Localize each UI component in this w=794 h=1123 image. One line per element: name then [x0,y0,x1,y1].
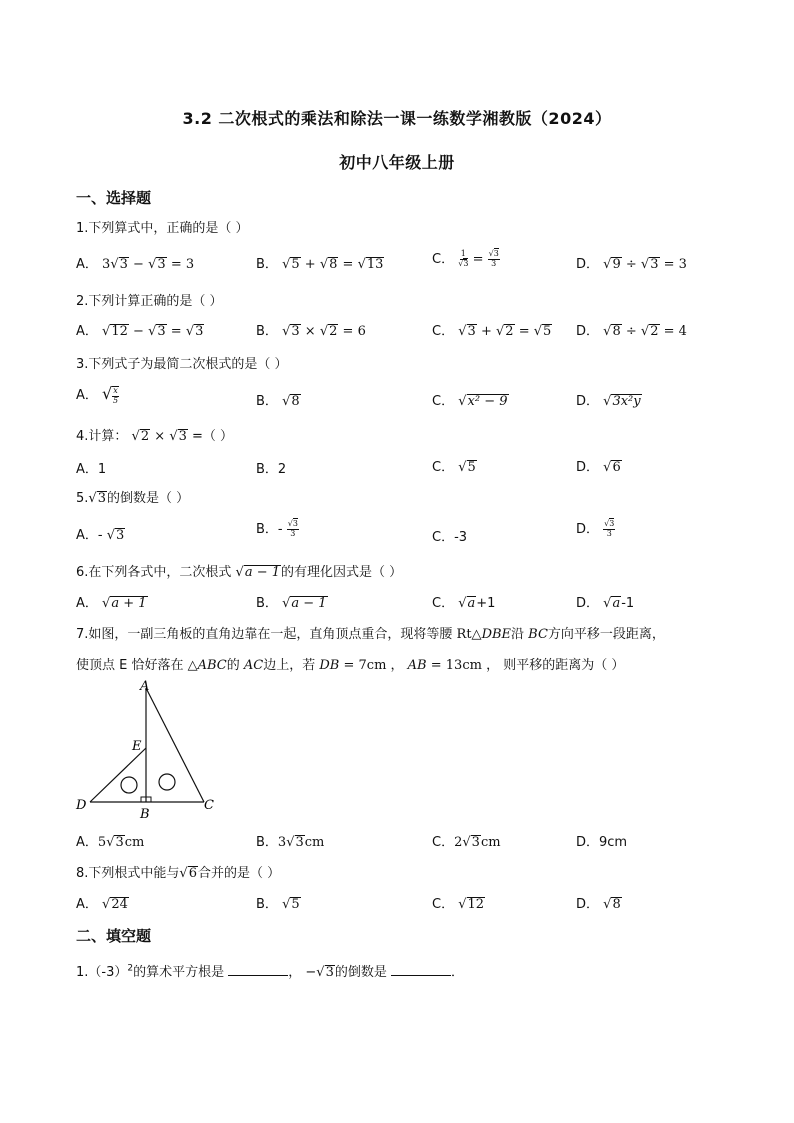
option-suffix: +1 [476,596,496,611]
q6-option-b [256,592,328,612]
option-label: A． [76,257,98,272]
numerator: √3 [287,519,298,529]
stem-text: 的倒数是（ ） [106,491,190,506]
denominator: 3 [290,529,296,538]
fraction [112,386,119,406]
radicand: 3 [119,257,128,272]
radicand: 12 [111,324,128,339]
radical: √5 [282,897,300,912]
option-label: C． [432,460,455,475]
math-operator: = [518,324,530,339]
vertex-label-e: E [132,739,142,754]
radical: √8 [603,324,621,339]
radical: √3 [148,257,166,272]
radicand: a + 1 [111,596,147,611]
radical: √6 [179,866,197,881]
radical: √8 [282,394,300,409]
q6-option-a [76,592,148,612]
question-8-stem [76,862,280,882]
sign: - [277,522,287,537]
option-label: A． [76,596,98,611]
fraction [287,520,299,539]
stem-text: 沿 [511,627,529,642]
radicand: 5 [291,257,300,272]
radicand: 3 [325,965,334,980]
q4-option-a [76,458,106,477]
radicand: 2 [140,429,150,444]
q4-option-b [256,458,286,477]
radicand: 3 [97,491,106,506]
stem-text: 的 [226,658,244,673]
vertex-label-b: B [140,807,150,822]
radicand: 2 [650,324,659,339]
math-operator: − [133,324,144,339]
vertex-label-d: D [76,798,87,813]
radicand: a [612,596,621,611]
option-label: B． [256,257,278,272]
option-label: D． [576,394,600,409]
radical: √13 [357,257,384,272]
math-operator: ÷ [625,257,637,272]
radical: √a − 1 [282,596,327,611]
radical: √2 [495,324,514,339]
denominator: 3 [491,259,497,268]
stem-text: 1.（-3） [76,965,128,980]
question-1-stem: 1.下列算式中，正确的是（ ） [76,221,249,236]
answer-blank-2[interactable] [391,975,451,976]
stem-text: 方向平移一段距离， [547,627,665,642]
radical: √9 [603,257,621,272]
option-label: B． [256,522,278,537]
option-value: 2 [277,462,287,477]
radicand: a − 1 [244,565,281,580]
radicand: a [467,596,476,611]
radical: √8 [319,257,338,272]
radicand: 3 [157,257,166,272]
option-value: -3 [454,530,468,545]
math-text: Rt△ [456,627,482,642]
radicand: 8 [612,897,621,912]
q3-option-c [432,390,509,410]
option-value: 9cm [599,835,628,850]
option-label: D． [576,897,600,912]
denominator: √3 [458,259,469,268]
option-label: B． [256,596,278,611]
radical: √3 [458,324,476,339]
radical: √3 [640,257,659,272]
radicand: 3 [463,259,469,268]
stem-text: 的有理化因式是（ ） [281,565,403,580]
q8-option-b [256,893,301,913]
radical: √ $\frac{x}{5}$ [102,384,119,405]
stem-text: 的倒数是 [334,965,387,980]
option-label: B． [256,897,278,912]
q2-option-c [432,320,552,340]
option-value: 1 [97,462,107,477]
denominator: 5 [112,395,119,405]
radical: √x² − 9 [458,394,508,409]
option-label: D． [576,257,600,272]
radicand: 8 [612,324,621,339]
q1-option-c [432,248,500,269]
exponent: 2 [127,963,134,974]
option-suffix: -1 [621,596,635,611]
stem-text: 边上，若 [263,658,320,673]
hole-right [159,774,175,790]
radical: √a [603,596,621,611]
radicand: 6 [612,460,621,475]
q1-option-a [76,253,194,273]
math-operator: = [472,252,484,267]
radical: √3 [88,491,106,506]
option-label: A． [76,528,98,543]
radical: √5 [458,460,476,475]
option-label: A． [76,462,98,477]
numerator: x [113,385,118,395]
q2-option-a [76,320,204,340]
q6-option-d [576,592,634,612]
numerator: √3 [604,519,615,529]
option-label: C． [432,394,455,409]
math-operator: ÷ [625,324,637,339]
radical: √3 [106,835,124,850]
stem-text: ， − [288,965,317,980]
radicand: 5 [291,897,300,912]
math-text: DB [319,658,340,673]
option-label: C． [432,324,455,339]
radicand: 3 [178,429,187,444]
document-subtitle: 初中八年级上册 [339,153,455,172]
radical: √2 [131,429,150,444]
math-coef: 2 [454,835,463,850]
math-text: AC [243,658,264,673]
q7-triangle-figure [72,676,232,824]
math-coef: 3 [277,835,287,850]
radicand: 3 [291,324,300,339]
q5-option-d [576,518,615,539]
unit: cm [124,835,145,850]
option-label: A． [76,388,98,403]
stem-text: 8.下列根式中能与 [76,866,180,881]
radicand: 3 [467,324,476,339]
radicand: 3 [471,835,480,850]
radical: √3 [316,965,334,980]
math-operator: + [304,257,316,272]
radical: √3 [106,528,125,543]
stem-text: 6.在下列各式中，二次根式 [76,565,232,580]
math-text: BC [528,627,548,642]
radicand: x² − 9 [467,394,508,409]
question-3-stem: 3.下列式子为最简二次根式的是（ ） [76,357,288,372]
radicand: 3 [609,519,615,529]
math-text: DBE [481,627,512,642]
q2-option-b [256,320,366,340]
document-title: 3.2 二次根式的乘法和除法一课一练数学湘教版（2024） [182,109,612,128]
question-2-stem: 2.下列计算正确的是（ ） [76,294,223,309]
radical: √2 [319,324,338,339]
radical: √24 [102,897,128,912]
q2-option-d [576,320,687,340]
option-label: A． [76,897,98,912]
stem-text: 7.如图，一副三角板的直角边靠在一起，直角顶点重合，现将等腰 [76,627,457,642]
math-operator: = [342,257,354,272]
radicand: 6 [188,866,197,881]
radicand: 2 [329,324,338,339]
stem-text: 5. [76,491,89,506]
q3-option-a [76,384,119,405]
stem-text: = 13cm ， 则平移的距离为（ ） [426,658,625,673]
math-operator: − [133,257,144,272]
radical: √a [458,596,476,611]
stem-text: 合并的是（ ） [197,866,281,881]
radical: √3x²y [603,394,641,409]
q8-option-d [576,893,622,913]
radical: √a − 1 [235,565,281,580]
section-fill-heading: 二、填空题 [76,927,152,945]
unit: cm [480,835,501,850]
radical: √3 [148,324,166,339]
math-coef: 3 [102,257,111,272]
radical: √3 [110,257,128,272]
q6-option-c [432,592,495,612]
option-label: B． [256,394,278,409]
math-operator: × [304,324,316,339]
math-coef: 5 [97,835,107,850]
radicand: 12 [467,897,485,912]
radical: √2 [640,324,659,339]
math-result: = 3 [170,257,195,272]
math-result: = 6 [342,324,366,339]
option-label: D． [576,460,600,475]
radicand: 3 [116,528,125,543]
option-label: D． [576,324,600,339]
option-label: D． [576,596,600,611]
unit: cm [304,835,325,850]
q4-option-d [576,456,622,476]
radicand: 8 [291,394,300,409]
radicand: 9 [612,257,621,272]
question-7-line-1 [76,623,665,642]
radical: √3 [282,324,300,339]
radicand: 8 [329,257,338,272]
answer-blank-1[interactable] [228,975,288,976]
radical: √3 [286,835,304,850]
q7-option-c [432,831,501,851]
numerator: 1 [460,249,466,259]
radicand: 3 [115,835,124,850]
radical: √3 [462,835,480,850]
fraction [458,250,468,269]
q5-option-c [432,526,467,545]
hole-left [121,777,137,793]
q1-option-b [256,253,384,273]
vertex-label-c: C [204,798,214,813]
question-6-stem [76,561,402,581]
stem-text: 4.计算： [76,429,128,444]
option-label: B． [256,324,278,339]
stem-text: 使顶点 E 恰好落在 △ [76,658,198,673]
radicand: 13 [366,257,384,272]
radical: √3 [185,324,204,339]
radical: √a + 1 [102,596,147,611]
radicand: 24 [111,897,128,912]
q4-option-c [432,456,477,476]
radical: √6 [603,460,621,475]
line-de [90,748,146,802]
option-label: B． [256,462,278,477]
math-operator: × [154,429,166,444]
denominator: 3 [606,529,612,538]
q7-option-d [576,831,627,850]
stem-text: 的算术平方根是 [133,965,225,980]
option-label: C． [432,252,455,267]
radicand: a − 1 [291,596,327,611]
q8-option-c [432,893,485,913]
fraction [488,250,500,269]
radicand: 3 [292,519,298,529]
option-label: C． [432,530,455,545]
radicand: 3 [650,257,659,272]
fill-question-1 [76,961,464,981]
radicand: 3 [493,249,499,259]
q3-option-b [256,390,301,410]
sign: - [97,528,107,543]
numerator: √3 [488,249,499,259]
option-label: C． [432,596,455,611]
question-4-stem [76,425,233,445]
radical: √12 [102,324,128,339]
option-label: A． [76,835,98,850]
stem-text: ． [451,965,465,980]
math-text: AB [407,658,427,673]
option-label: C． [432,835,455,850]
radicand: 5 [543,324,552,339]
radical: √3 [169,429,187,444]
option-label: D． [576,522,600,537]
math-text: ABC [197,658,227,673]
q7-option-b [256,831,324,851]
radicand: 3x²y [612,394,641,409]
question-5-stem [76,487,189,507]
radicand: 3 [195,324,204,339]
radicand: 3 [157,324,166,339]
q5-option-a [76,524,125,544]
math-result: = 3 [663,257,687,272]
q7-option-a [76,831,144,851]
math-operator: + [480,324,492,339]
vertex-label-a: A [140,679,150,694]
option-label: C． [432,897,455,912]
radicand: 3 [295,835,304,850]
question-7-line-2 [76,654,624,673]
q1-option-d [576,253,687,273]
radical: √5 [533,324,552,339]
math-text: = 7cm ， [339,658,408,673]
fraction [603,520,615,539]
option-label: A． [76,324,98,339]
option-label: B． [256,835,278,850]
q3-option-d [576,390,642,410]
math-operator: = [170,324,182,339]
radical: √5 [282,257,300,272]
stem-text: =（ ） [192,429,234,444]
radical: √8 [603,897,621,912]
section-choice-heading: 一、选择题 [76,189,152,207]
q5-option-b [256,518,299,539]
q8-option-a [76,893,129,913]
math-result: = 4 [663,324,687,339]
radicand: 5 [467,460,476,475]
radical: √12 [458,897,485,912]
radicand: 2 [505,324,514,339]
option-label: D． [576,835,600,850]
